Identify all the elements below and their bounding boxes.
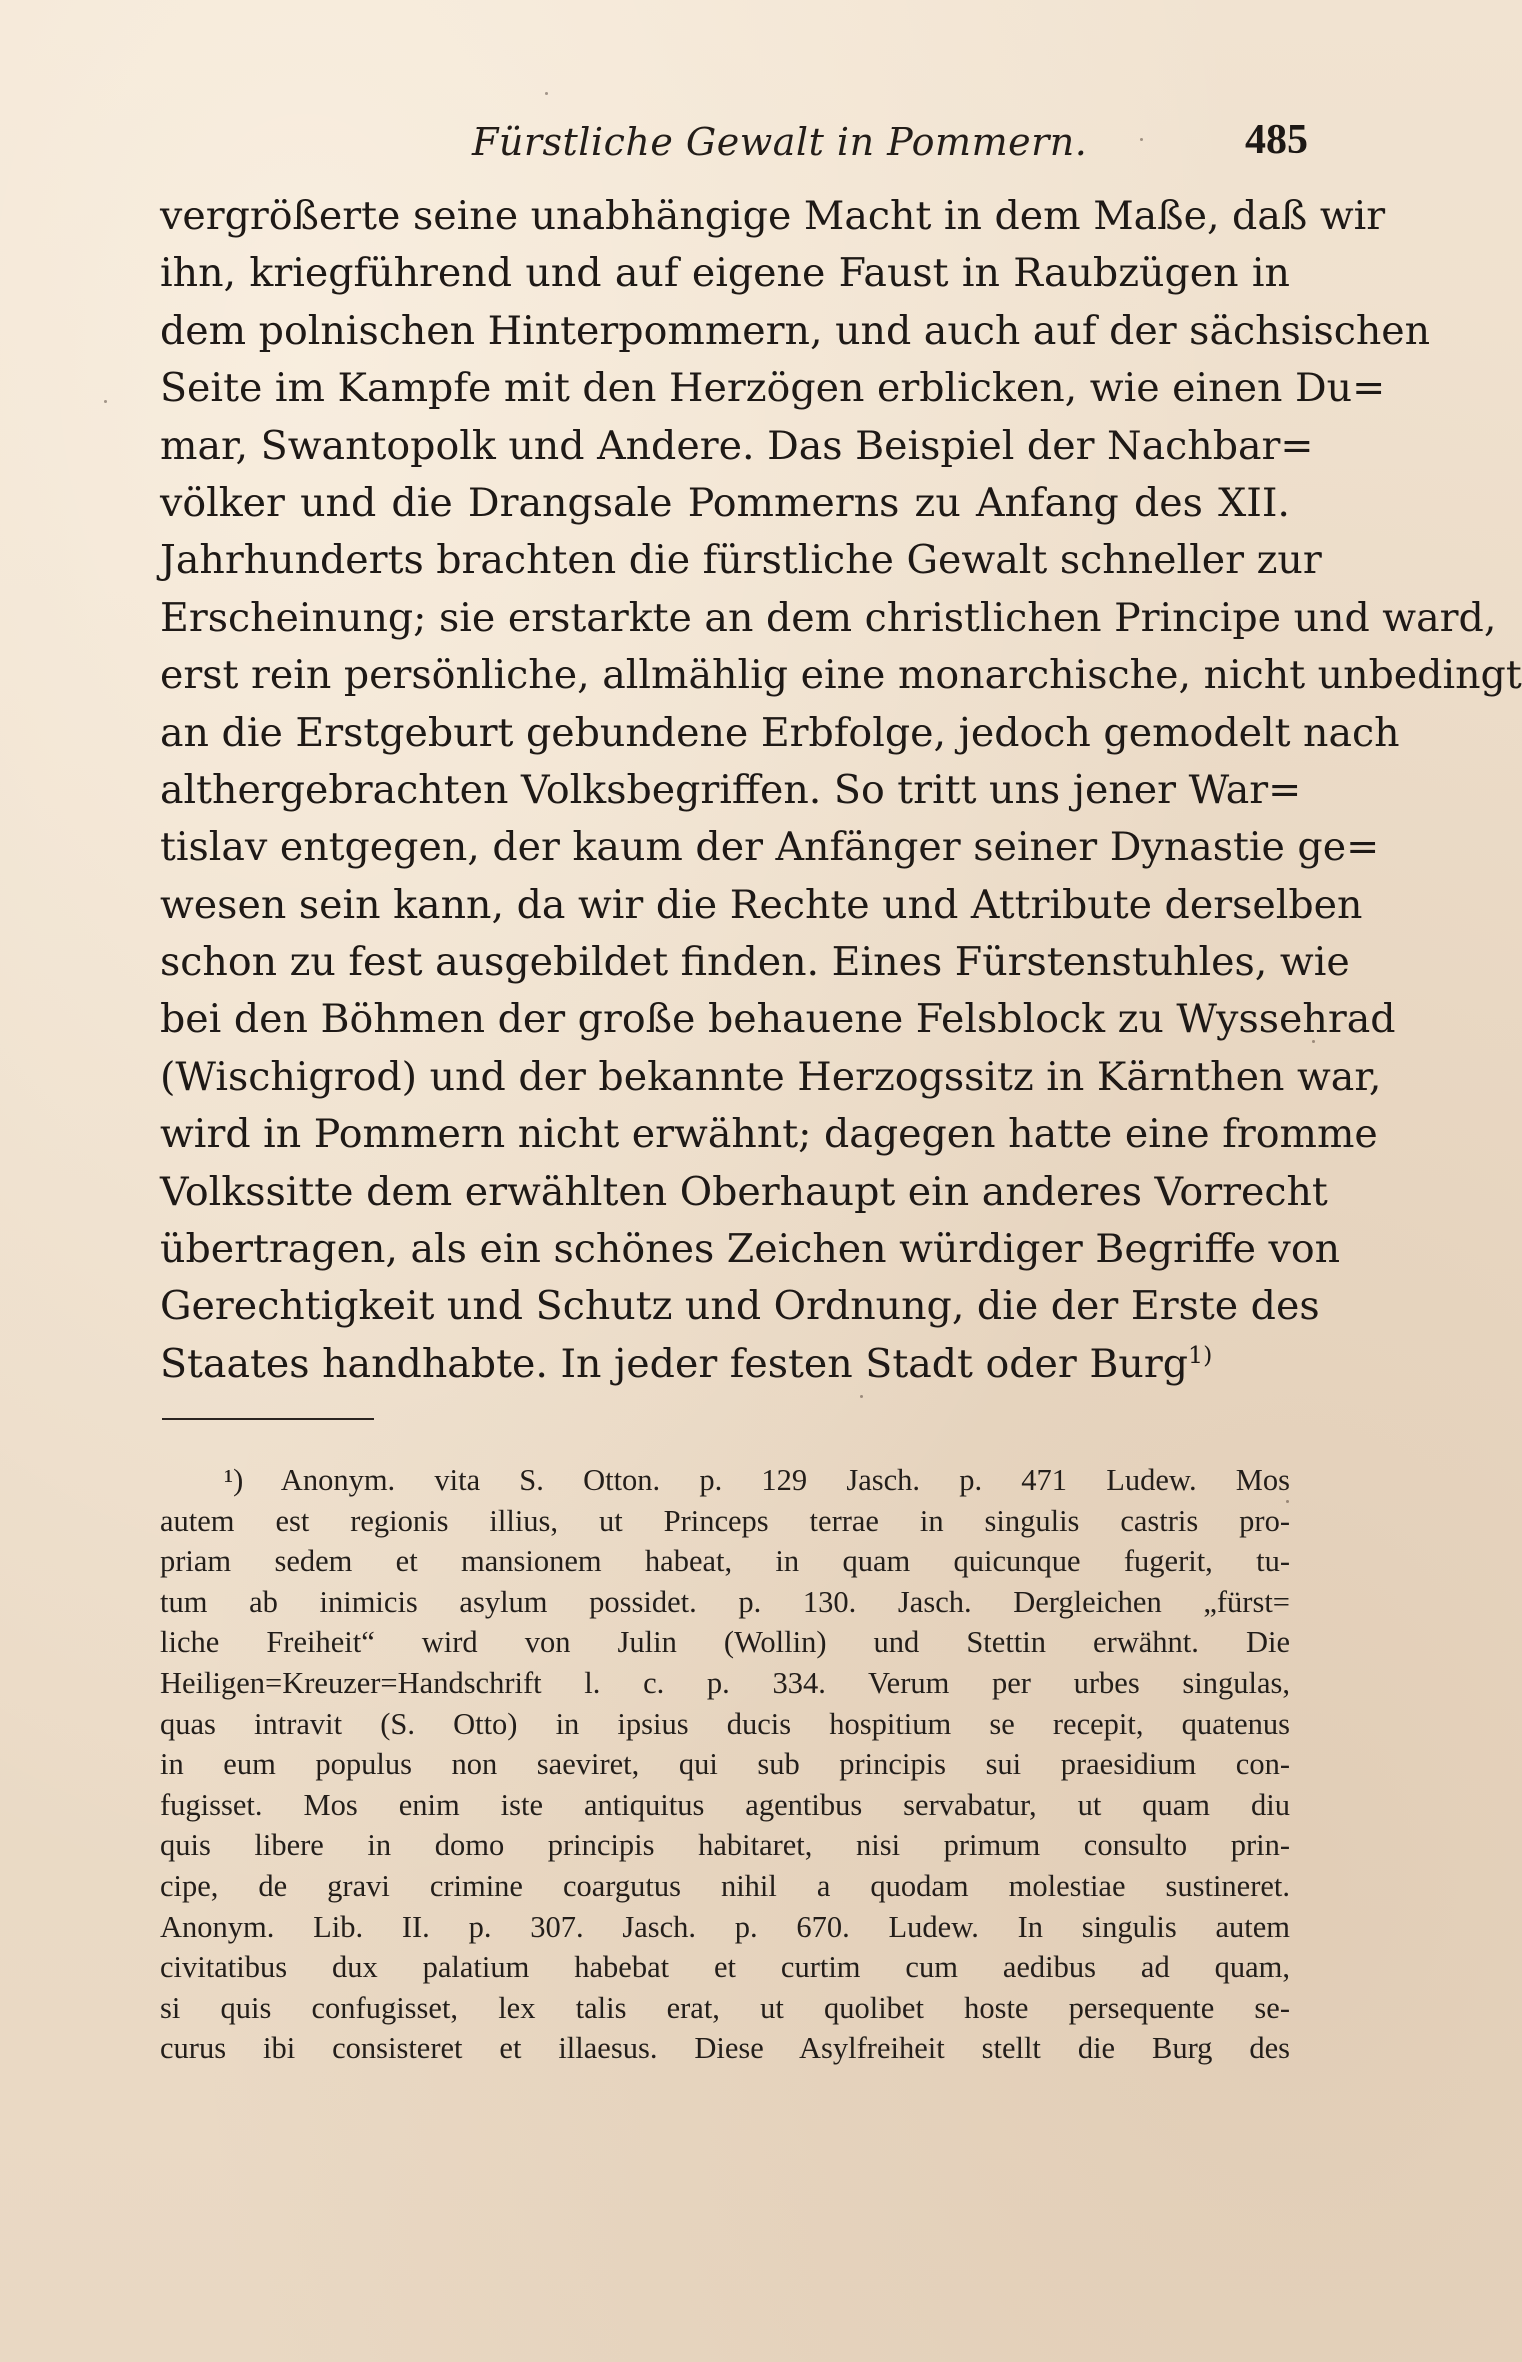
footnote-line: curus ibi consisteret et illaesus. Diese Asylfreiheit stellt die Burg des	[160, 2031, 1290, 2066]
body-line: (Wischigrod) und der bekannte Herzogssitz in Kärnthen war,	[160, 1053, 1382, 1100]
footnote-line: autem est regionis illius, ut Princeps terrae in singulis castris pro-	[160, 1503, 1290, 1538]
footnote-line: cipe, de gravi crimine coargutus nihil a quodam molestiae sustineret.	[160, 1868, 1290, 1903]
body-line-last	[160, 1336, 1290, 1393]
body-line: althergebrachten Volksbegriffen. So tritt uns jener War=	[160, 766, 1302, 813]
body-line: völker und die Drangsale Pommerns zu Anfang des XII.	[160, 479, 1290, 526]
footnote-line: quas intravit (S. Otto) in ipsius ducis hospitium se recepit, quatenus	[160, 1706, 1290, 1741]
body-line: schon zu fest ausgebildet finden. Eines Fürstenstuhles, wie	[160, 939, 1350, 986]
footnote-line: ¹) Anonym. vita S. Otton. p. 129 Jasch. p. 471 Ludew. Mos	[224, 1463, 1290, 1497]
paper-speck	[860, 1395, 863, 1398]
body-line: mar, Swantopolk und Andere. Das Beispiel der Nachbar=	[160, 422, 1314, 469]
footnote-separator	[162, 1418, 374, 1420]
footnote-line: tum ab inimicis asylum possidet. p. 130. Jasch. Dergleichen „fürst=	[160, 1584, 1290, 1619]
paper-speck	[545, 92, 548, 95]
body-line: Volkssitte dem erwählten Oberhaupt ein anderes Vorrecht	[160, 1168, 1328, 1215]
body-line: Jahrhunderts brachten die fürstliche Gewalt schneller zur	[160, 537, 1322, 584]
body-line: wird in Pommern nicht erwähnt; dagegen hatte eine fromme	[160, 1111, 1378, 1158]
body-line: Gerechtigkeit und Schutz und Ordnung, die der Erste des	[160, 1283, 1320, 1330]
body-line: Seite im Kampfe mit den Herzögen erblicken, wie einen Du=	[160, 365, 1386, 412]
footnote-line: civitatibus dux palatium habebat et curtim cum aedibus ad quam,	[160, 1950, 1290, 1985]
body-line: dem polnischen Hinterpommern, und auch auf der sächsischen	[160, 307, 1431, 354]
footnote-line: in eum populus non saeviret, qui sub principis sui praesidium con-	[160, 1747, 1290, 1782]
footnote-line: fugisset. Mos enim iste antiquitus agentibus servabatur, ut quam diu	[160, 1787, 1290, 1822]
footnote-line: liche Freiheit“ wird von Julin (Wollin) und Stettin erwähnt. Die	[160, 1625, 1290, 1660]
body-line: bei den Böhmen der große behauene Felsblock zu Wyssehrad	[160, 996, 1396, 1043]
footnote-line: si quis confugisset, lex talis erat, ut quolibet hoste persequente se-	[160, 1990, 1290, 2025]
footnote-reference[interactable]: 1)	[1188, 1340, 1213, 1369]
body-line: an die Erstgeburt gebundene Erbfolge, jedoch gemodelt nach	[160, 709, 1400, 756]
body-line: vergrößerte seine unabhängige Macht in dem Maße, daß wir	[160, 193, 1386, 239]
footnote-line: priam sedem et mansionem habeat, in quam quicunque fugerit, tu-	[160, 1544, 1290, 1579]
body-line: Erscheinung; sie erstarkte an dem christlichen Principe und ward,	[160, 594, 1497, 641]
body-line: übertragen, als ein schönes Zeichen würdiger Begriffe von	[160, 1226, 1341, 1273]
body-text	[160, 188, 1522, 1393]
paper-speck	[104, 400, 107, 403]
running-title: Fürstliche Gewalt in Pommern.	[472, 120, 1088, 164]
body-line: tislav entgegen, der kaum der Anfänger seiner Dynastie ge=	[160, 824, 1380, 871]
footnote-line: quis libere in domo principis habitaret, nisi primum consulto prin-	[160, 1828, 1290, 1863]
footnote	[160, 1460, 1290, 2069]
body-line: wesen sein kann, da wir die Rechte und Attribute derselben	[160, 881, 1363, 928]
page-number: 485	[1245, 117, 1308, 163]
footnote-line: Anonym. Lib. II. p. 307. Jasch. p. 670. Ludew. In singulis autem	[160, 1909, 1290, 1944]
footnote-line: Heiligen=Kreuzer=Handschrift l. c. p. 334. Verum per urbes singulas,	[160, 1665, 1290, 1700]
body-line-text: Staates handhabte. In jeder festen Stadt oder Burg	[160, 1340, 1189, 1387]
body-line: erst rein persönliche, allmählig eine monarchische, nicht unbedingt	[160, 652, 1522, 699]
body-line: ihn, kriegführend und auf eigene Faust in Raubzügen in	[160, 250, 1290, 297]
running-head	[160, 112, 1320, 172]
